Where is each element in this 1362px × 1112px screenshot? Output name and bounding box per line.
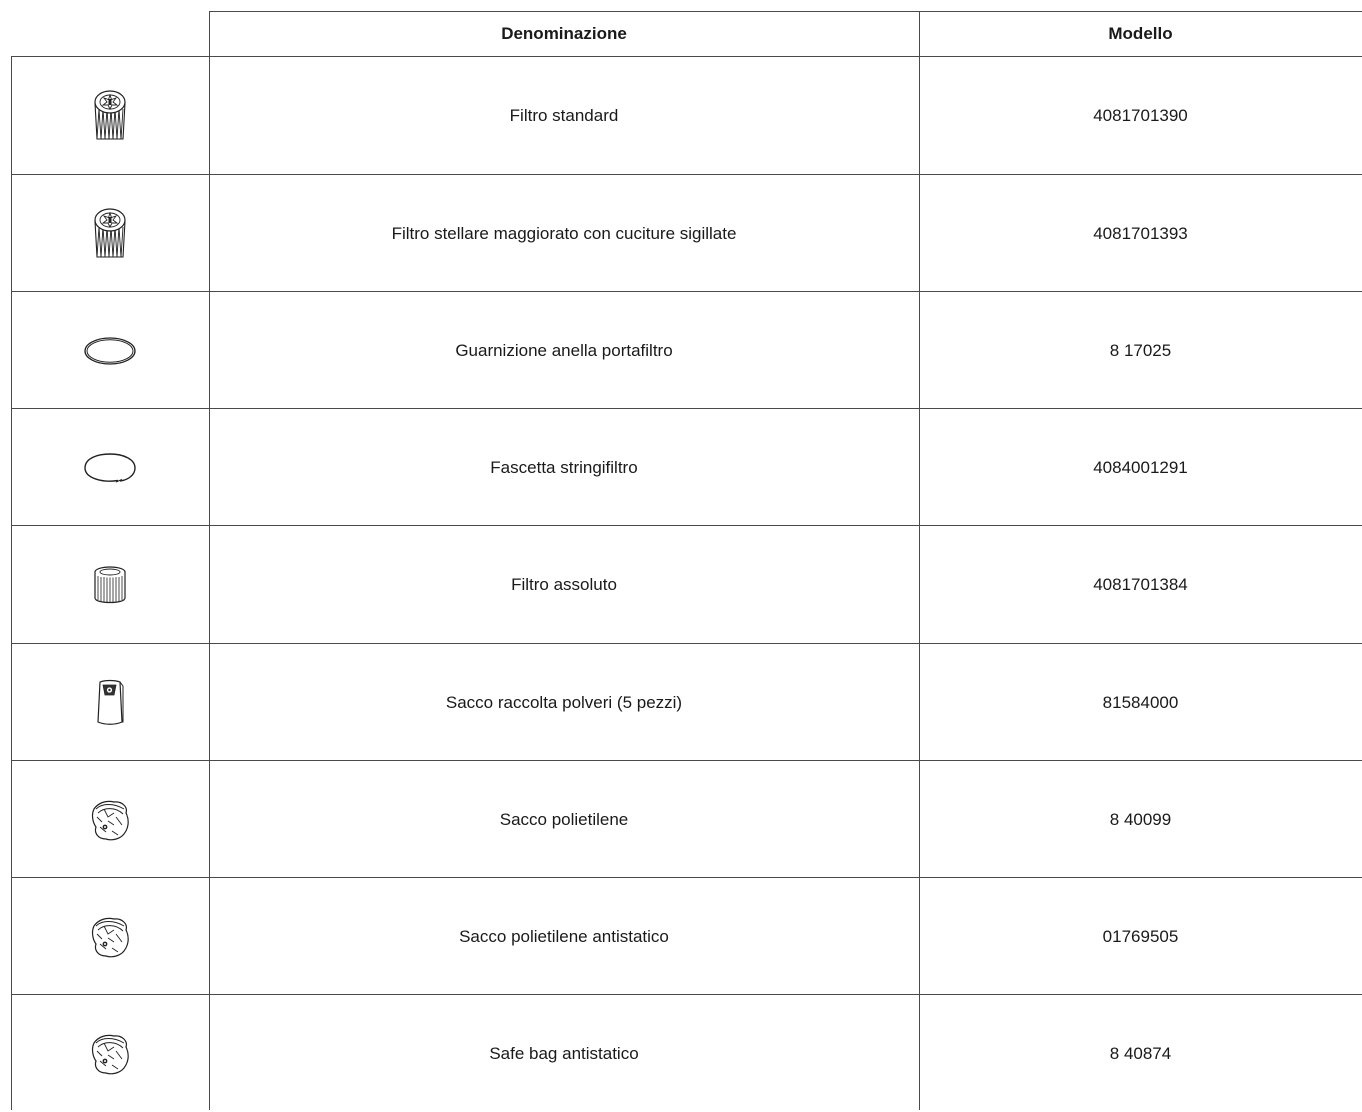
part-name: Sacco polietilene (499, 809, 629, 829)
part-model: 81584000 (1102, 692, 1179, 712)
part-name: Sacco polietilene antistatico (459, 926, 669, 946)
part-model: 4081701384 (1093, 574, 1188, 594)
part-name: Filtro assoluto (511, 574, 617, 594)
part-model: 8 17025 (1109, 340, 1172, 360)
part-name: Guarnizione anella portafiltro (455, 340, 673, 360)
hose-clamp-icon (11, 409, 209, 526)
part-name: Safe bag antistatico (489, 1043, 639, 1063)
polyethylene-bag-icon (11, 995, 209, 1112)
part-name: Fascetta stringifiltro (490, 457, 638, 477)
polyethylene-bag-icon (11, 761, 209, 878)
table-row (0, 57, 1362, 174)
column-header-modello: Modello (1108, 23, 1173, 43)
part-model: 8 40099 (1109, 809, 1172, 829)
part-name: Filtro stellare maggiorato con cuciture sigillate (391, 223, 737, 243)
part-model: 4084001291 (1093, 457, 1188, 477)
part-name: Filtro standard (509, 105, 619, 125)
part-model: 8 40874 (1109, 1043, 1172, 1063)
table-row (0, 644, 1362, 761)
part-model: 01769505 (1102, 926, 1179, 946)
cartridge-filter-icon (11, 526, 209, 643)
table-row (0, 995, 1362, 1112)
table-row (0, 409, 1362, 526)
dust-bag-icon (11, 644, 209, 761)
gasket-ring-icon (11, 292, 209, 409)
table-row (0, 526, 1362, 643)
polyethylene-bag-icon (11, 878, 209, 995)
part-name: Sacco raccolta polveri (5 pezzi) (445, 692, 683, 712)
table-row (0, 878, 1362, 995)
table-row (0, 175, 1362, 292)
part-model: 4081701393 (1093, 223, 1188, 243)
table-row (0, 761, 1362, 878)
part-model: 4081701390 (1093, 105, 1188, 125)
table-row (0, 292, 1362, 409)
star-filter-icon (11, 57, 209, 174)
column-header-denominazione: Denominazione (501, 23, 627, 43)
star-filter-icon (11, 175, 209, 292)
